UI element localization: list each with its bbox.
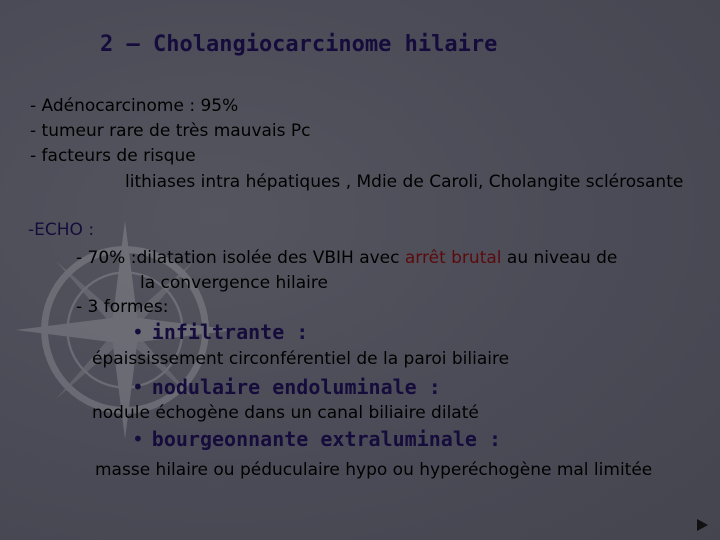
- echo-dilatation-suffix: au niveau de: [501, 248, 618, 268]
- echo-heading: -ECHO :: [28, 220, 95, 240]
- forme-nodulaire-heading: [132, 375, 441, 399]
- bullet-icon: •: [132, 375, 144, 399]
- echo-dilatation-text: - 70% :dilatation isolée des VBIH avec: [76, 248, 405, 268]
- intro-line-tumeur: - tumeur rare de très mauvais Pc: [30, 121, 311, 141]
- forme-infiltrante-description: épaississement circonférentiel de la paroi biliaire: [92, 349, 510, 369]
- forme-label: bourgeonnante extraluminale :: [151, 427, 501, 451]
- intro-line-risques: lithiases intra hépatiques , Mdie de Caroli, Cholangite sclérosante: [125, 172, 684, 192]
- echo-dilatation-continuation: la convergence hilaire: [140, 273, 328, 293]
- forme-bourgeonnante-heading: [132, 427, 501, 451]
- slide-title: 2 – Cholangiocarcinome hilaire: [100, 32, 498, 57]
- next-slide-arrow-icon[interactable]: [697, 519, 708, 531]
- intro-line-facteurs: - facteurs de risque: [30, 146, 196, 166]
- forme-label: infiltrante :: [151, 320, 309, 344]
- intro-line-adenocarcinome: - Adénocarcinome : 95%: [30, 96, 239, 116]
- forme-label: nodulaire endoluminale :: [151, 375, 441, 399]
- echo-highlight-arret-brutal: arrêt brutal: [404, 248, 502, 268]
- echo-dilatation-line: [76, 248, 617, 268]
- forme-infiltrante-heading: [132, 320, 308, 344]
- bullet-icon: •: [132, 320, 144, 344]
- bullet-icon: •: [132, 427, 144, 451]
- forme-nodulaire-description: nodule échogène dans un canal biliaire dilaté: [92, 403, 479, 423]
- echo-formes-line: - 3 formes:: [76, 297, 169, 317]
- forme-bourgeonnante-description: masse hilaire ou péduculaire hypo ou hyperéchogène mal limitée: [95, 460, 653, 480]
